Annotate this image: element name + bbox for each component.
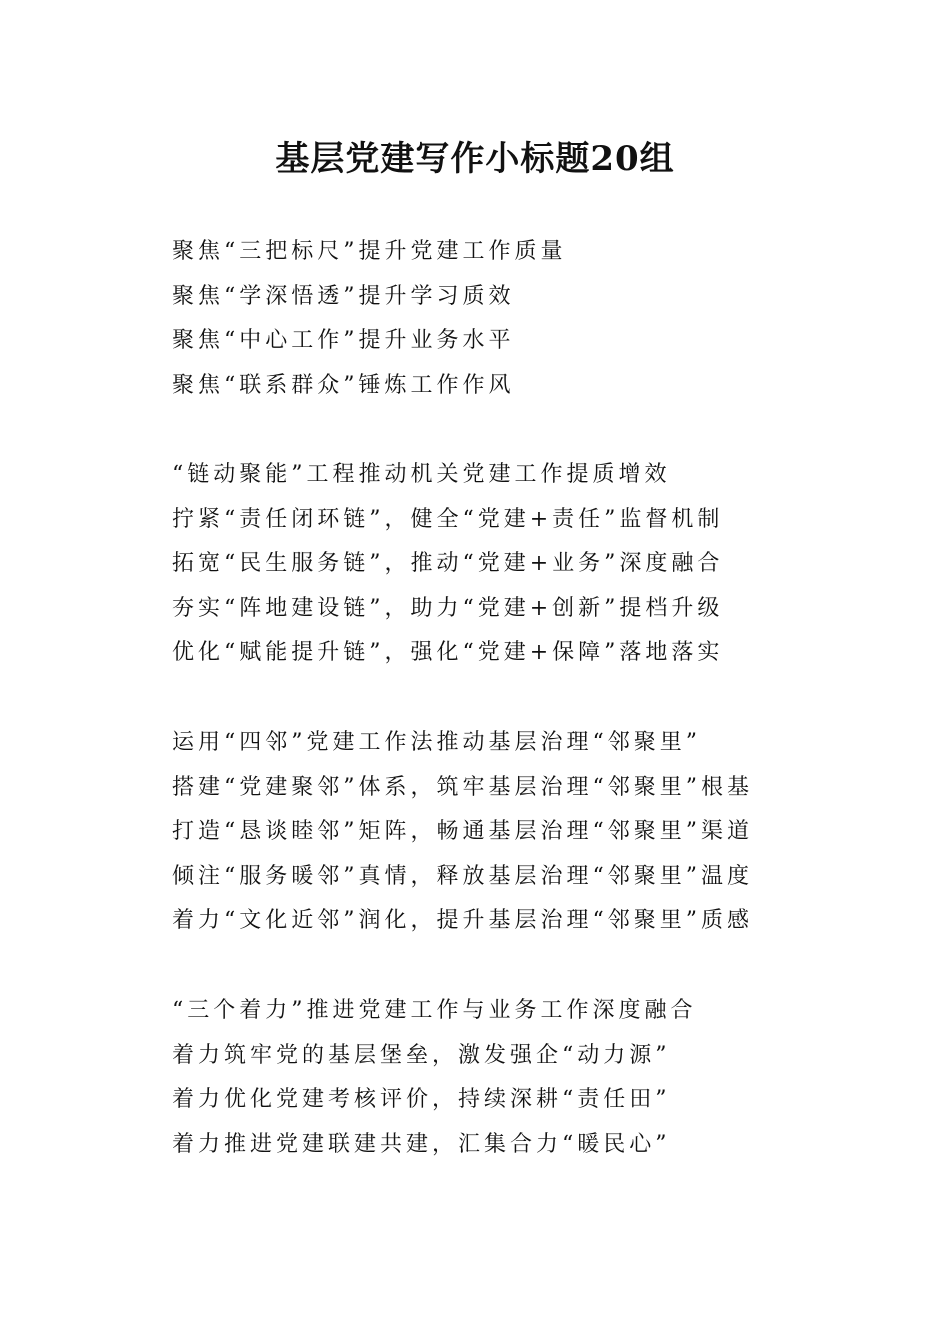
group-heading: 运用“四邻”党建工作法推动基层治理“邻聚里” <box>172 730 701 755</box>
group-heading: “三个着力”推进党建工作与业务工作深度融合 <box>172 998 697 1023</box>
document-title: 基层党建写作小标题20组 <box>275 139 675 179</box>
heading-group-4 <box>172 989 872 1167</box>
heading-group-1 <box>172 230 872 408</box>
heading-line: 着力优化党建考核评价，持续深耕“责任田” <box>172 1087 671 1113</box>
heading-line: 着力推进党建联建共建，汇集合力“暖民心” <box>172 1131 671 1157</box>
heading-line: 聚焦“中心工作”提升业务水平 <box>172 328 515 354</box>
heading-line: 着力筑牢党的基层堡垒，激发强企“动力源” <box>172 1042 671 1068</box>
group-heading: “链动聚能”工程推动机关党建工作提质增效 <box>172 462 671 487</box>
heading-group-3 <box>172 721 872 944</box>
heading-line: 打造“恳谈睦邻”矩阵，畅通基层治理“邻聚里”渠道 <box>172 819 753 845</box>
heading-group-2 <box>172 453 872 676</box>
heading-line: 聚焦“三把标尺”提升党建工作质量 <box>172 239 567 264</box>
heading-line: 优化“赋能提升链”，强化“党建+保障”落地落实 <box>172 640 724 666</box>
heading-line: 夯实“阵地建设链”，助力“党建+创新”提档升级 <box>172 595 724 621</box>
heading-line: 着力“文化近邻”润化，提升基层治理“邻聚里”质感 <box>172 908 753 934</box>
heading-line: 聚焦“联系群众”锤炼工作作风 <box>172 372 515 398</box>
heading-line: 倾注“服务暖邻”真情，释放基层治理“邻聚里”温度 <box>172 863 753 889</box>
heading-line: 聚焦“学深悟透”提升学习质效 <box>172 283 515 309</box>
heading-line: 拓宽“民生服务链”，推动“党建+业务”深度融合 <box>172 551 724 577</box>
heading-line: 搭建“党建聚邻”体系，筑牢基层治理“邻聚里”根基 <box>172 774 753 800</box>
heading-line: 拧紧“责任闭环链”，健全“党建+责任”监督机制 <box>172 506 724 532</box>
